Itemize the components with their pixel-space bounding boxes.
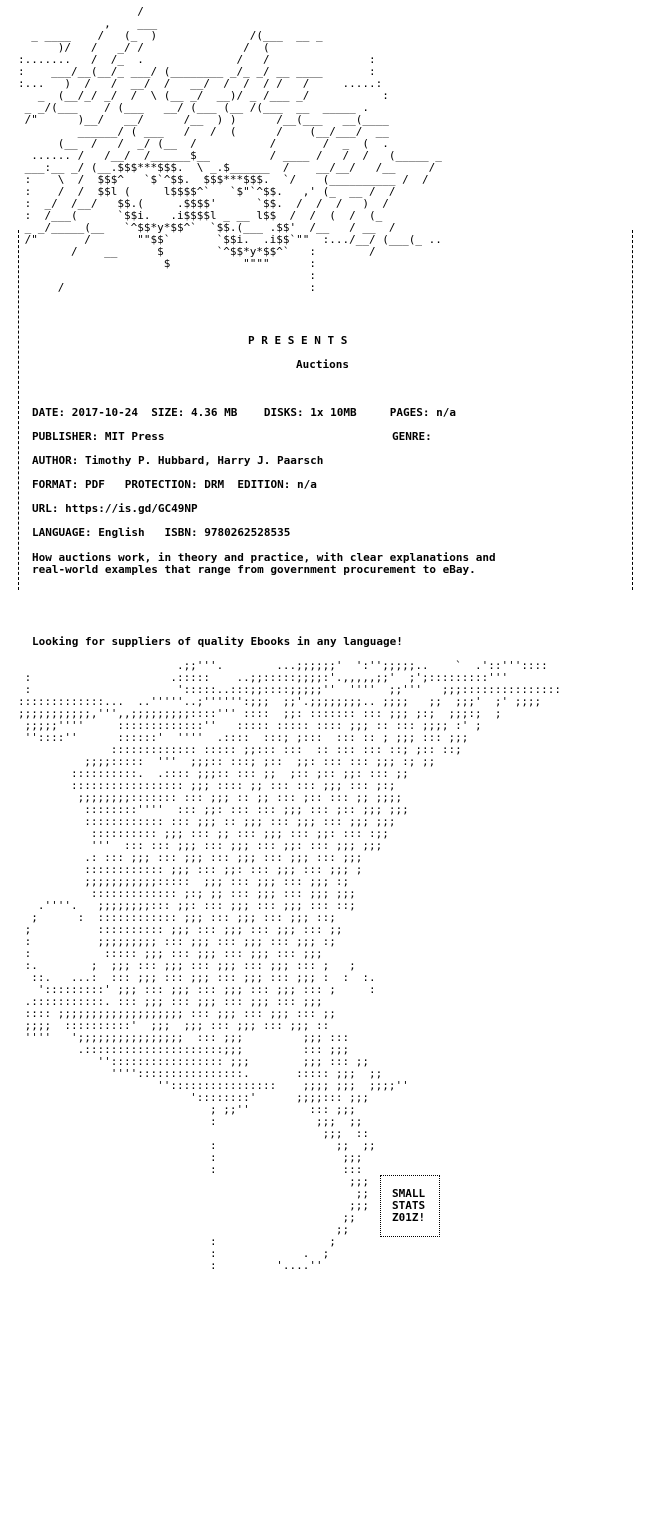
author-label: AUTHOR: — [32, 454, 79, 467]
publisher-value: MIT Press — [104, 430, 165, 443]
publisher-label: PUBLISHER: — [32, 430, 99, 443]
format-label: FORMAT: — [32, 478, 79, 491]
stats-line-2: STATS — [392, 1199, 426, 1212]
pages-label: PAGES: — [389, 406, 430, 419]
presents-heading: P R E S E N T S — [248, 334, 348, 347]
size-value: 4.36 MB — [190, 406, 238, 419]
genre-label: GENRE: — [392, 430, 432, 443]
info-row-genre — [392, 431, 438, 443]
info-row-date — [32, 407, 456, 419]
info-row-author — [32, 455, 323, 467]
stats-line-1: SMALL — [392, 1187, 426, 1200]
release-title: Auctions — [296, 358, 349, 371]
stats-line-3: Z01Z! — [392, 1211, 426, 1224]
info-row-publisher — [32, 431, 164, 443]
size-label: SIZE: — [151, 406, 185, 419]
pages-value: n/a — [436, 406, 456, 419]
octopus-ascii-art: .;;'''. ...;;;;;;' ':'';;;;;.. ` .'::''':::: : .::::: ..;;:::::;;;;:'.,,,,,;;' ;';:::::::::''' : ':::::..:::;;::::;;;;;'' '''' ;;''' ;;;::::::::::::::: :::::::::::::... ..'''''..;'''''':;;; ;;'.;;;;;;;;.. ;;;; ;; ;;;' ;' ;;;; ;;;;;;;;;;;,''',,;;;;;;;;;::::''' :::: ;;: ::::::: ::: ;;; ;:; ;;;:; ; ;;;;;'''' :::::::::::::'' ::::: ::::: :::: ;;; :: ::: ;;;; :' ; ''::::'' ::::::' '''' .:::: :::; ;::: ::: :: ; ;;; ::: ;;; ::::::::::::: ::::: ;;::: ::: :: ::: ::: ::; ;:: ::; ;;;;::::: ''' ;;;:: :::; ;:: ;;: ::: ::: ;;; :; ;; ::::::::::. .:::: ;;;:: ::: ;; ;:: ;:: ;;: ::: ;; ::::::::::::::::: ;;; :::: ;; ::: ::: ;;; ::: ;:; ;;;;;;;;::::::: ::: ;;; :: ;; ::: ;:: ::: ;; ;;;; ::::::::'''' ::: ;;: ::: ::: ;;; ::: ;:: ;;; ;;; :::::::::::: ::: ;;; :: ;;; ::: ;;; ::: ;;; ;;; :::::::::: ;;; ::: ;; ::: ;;; ::: ;;: ::: :;; ''' ::: ::: ;;; ::: ;;; ::: ;;: ::: ;;; ;;; .: ::: ;;; ::: ;;; ::: ;;; ::: ;;; ::: ;;; :::::::::::: ;;; ::: ;;: ::: ;;; ::: ;;; ; ;;;;;;;;;;;::::: ;;; ::: ;;; ::: ;;; :; ::::::::::::: ;:; ;; ::: ;;; ::: ;;; ;;; .''''. ;;;;;;;;::: ;;: ::: ;;; ::: ;;; ::: ::; ; : :::::::::::: ;;; ::: ;;; ::: ;;; ::; ; :::::::::: ;;; ::: ;;; ::: ;;; ::: ;; : ;;;;;;;;; ::: ;;; ::: ;;; ::: ;;; :; : ::::: ;;; ::: ;;; ::: ;;; ::: ;;; :. ; ;;; ::: ;;; ::: ;;; ::: ;;; ::: ; ; ::. ...: ::: ;;; ::: ;;; ::: ;;; ::: ;;; : : :. ':::::::::' ;;; ::: ;;; ::: ;;; ::: ;;; ::: ; : .:::::::::::. ::: ;;; ::: ;;; ::: ;;; ::: ;;; :::: ;;;;;;;;;;;;;;;;;;; ::: ;;; ::: ;;; ::: ;; ;;;; ::::::::::' ;;; ;;; ::: ;;; ::: ;;; :: '''' ';;;;;;;;;;;;;;;; ::: ;;; ;;; ::: .:::::::::::::::::::::;;; ::: ;;; ''::::::::::::::::: ;;; ;;; ::: ;; ''''::::::::::::::::. ::::: ;;; ;; '':::::::::::::::: ;;;; ;;; ;;;;'' '::::::::' ;;;;::: ;;; ; ;;'' ::: ;;; : ;;; ;; ;;; :: : ;; ;; : ;;; : ::: ;;; ;; ;;; ;; ;; : ; : . ; : '....'' — [18, 659, 562, 1272]
protection-value: DRM — [204, 478, 225, 491]
author-value: Timothy P. Hubbard, Harry J. Paarsch — [84, 454, 324, 467]
format-value: PDF — [84, 478, 105, 491]
isbn-value: 9780262528535 — [204, 526, 291, 539]
description-line-1: How auctions work, in theory and practice, with clear explanations and — [32, 551, 496, 564]
info-row-language — [32, 527, 290, 539]
disks-value: 1x 10MB — [310, 406, 357, 419]
frame-right-border — [632, 230, 633, 590]
description-line-2: real-world examples that range from government procurement to eBay. — [32, 563, 476, 576]
frame-left-border — [18, 230, 19, 590]
info-row-format — [32, 479, 317, 491]
header-logo-art: / , ___ _ ____ / (_ ) /(___ __ _ )/ / _/ / / ( :....... / /_ . / / : : ___/__(__/_ ___/ (________ _/_ _/ __ ____ : :... ) / / __/ / __/ / / / / / .....: _ (__/_/ _/ / \ (__ _/ __)/ _ /___ _/ : _ _/(___ / (___ __/ (___ (__ /(___ __ _____ . /" )__/ __/ /__ ) ) /__(___ __(____ ______/ ( ___ / / ( / (__/___/ __ (__ / / _/ (__ / / / _ ( . ...... / /__/ /______$__ / ____ / / / (_____ _ ___:__ _/ (__.$$$***$$$. \ _.$______ / __/__/ /__ / : \ / $$$^ `$`^$$. $$$***$$$. `/ (__________ / / : / / $$l ( l$$$$^` `$"`^$$. ,' (_ __ / / : _/ /__/ $$.( .$$$$' `$$. / / / ) / : /___( `$$i. .i$$$$l _ __ l$$ / / ( / (_ _ _/_____(__ `^$$*y*$$^` `$$.(___ .$$' /__ / __ / /" / ""$$` `$$i. .i$$`"" :.../__/ (___(_ .. / __ $ `^$$*y*$$^` : / $ """" : : / : — [18, 5, 442, 294]
date-label: DATE: — [32, 406, 66, 419]
info-row-url — [32, 503, 198, 515]
disks-label: DISKS: — [263, 406, 304, 419]
suppliers-notice: Looking for suppliers of quality Ebooks in any language! — [32, 635, 403, 648]
edition-label: EDITION: — [237, 478, 291, 491]
edition-value: n/a — [296, 478, 317, 491]
language-label: LANGUAGE: — [32, 526, 92, 539]
date-value: 2017-10-24 — [71, 406, 138, 419]
language-value: English — [98, 526, 145, 539]
protection-label: PROTECTION: — [124, 478, 198, 491]
url-label: URL: — [32, 502, 59, 515]
url-value[interactable]: https://is.gd/GC49NP — [65, 502, 198, 515]
isbn-label: ISBN: — [164, 526, 198, 539]
